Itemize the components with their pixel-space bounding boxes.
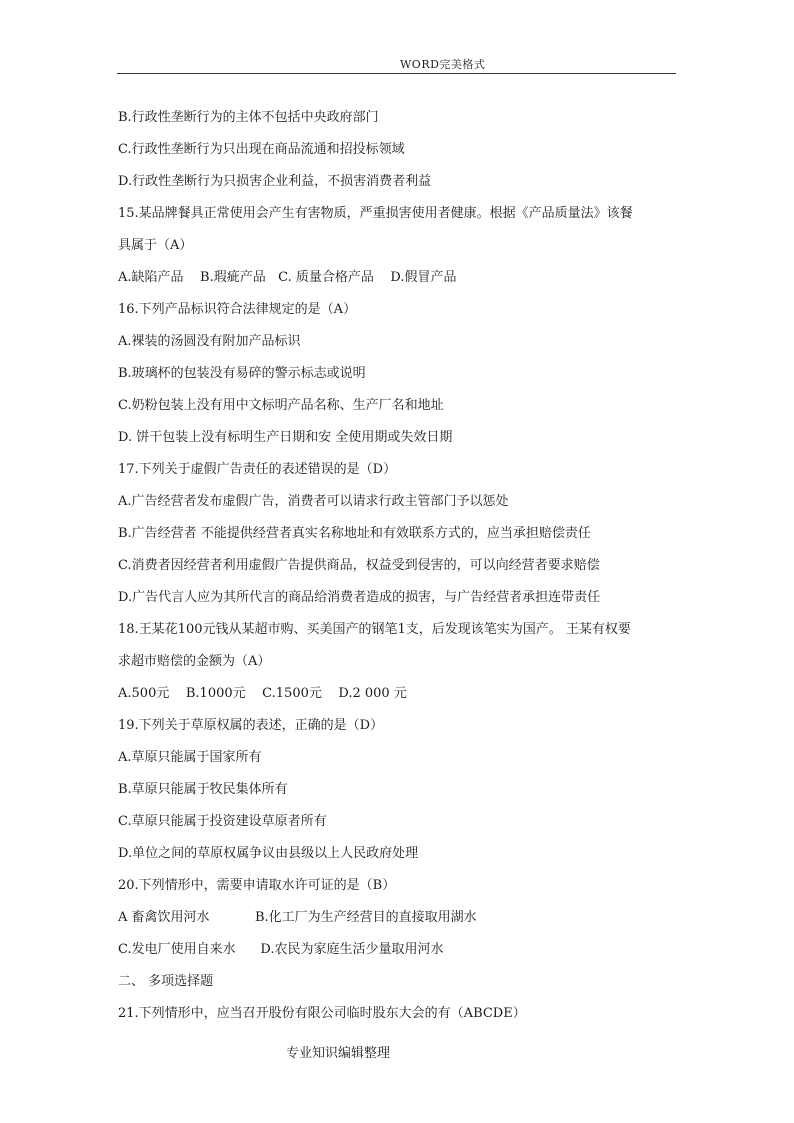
option-line: C.奶粉包装上没有用中文标明产品名称、生产厂名和地址 xyxy=(118,398,444,413)
option-line: A.广告经营者发布虚假广告，消费者可以请求行政主管部门予以惩处 xyxy=(118,494,509,509)
header-title: WORD完美格式 xyxy=(400,58,486,71)
header-divider xyxy=(117,73,676,74)
question-18-options: A.500元 B.1000元 C.1500元 D.2 000 元 xyxy=(118,686,407,701)
question-21: 21.下列情形中，应当召开股份有限公司临时股东大会的有（ABCDE） xyxy=(118,1006,526,1021)
question-16: 16.下列产品标识符合法律规定的是（A） xyxy=(118,302,357,317)
option-line: C.发电厂使用自来水 D.农民为家庭生活少量取用河水 xyxy=(118,942,444,957)
question-20: 20.下列情形中，需要申请取水许可证的是（B） xyxy=(118,878,396,893)
question-18-line-1: 18.王某花100元钱从某超市购、买美国产的钢笔1支，后发现该笔实为国产。 王某有权要 xyxy=(118,622,631,637)
text-line: C.行政性垄断行为只出现在商品流通和招投标领域 xyxy=(118,142,405,157)
section-heading: 二、 多项选择题 xyxy=(118,974,214,989)
option-line: B.草原只能属于牧民集体所有 xyxy=(118,782,288,797)
option-line: A.草原只能属于国家所有 xyxy=(118,750,262,765)
option-line: B.广告经营者 不能提供经营者真实名称地址和有效联系方式的，应当承担赔偿责任 xyxy=(118,526,591,541)
option-line: D.广告代言人应为其所代言的商品给消费者造成的损害，与广告经营者承担连带责任 xyxy=(118,590,601,605)
question-15-line-1: 15.某品牌餐具正常使用会产生有害物质，严重损害使用者健康。根据《产品质量法》该餐 xyxy=(118,206,633,221)
option-line: C.消费者因经营者利用虚假广告提供商品，权益受到侵害的，可以向经营者要求赔偿 xyxy=(118,558,600,573)
question-17: 17.下列关于虚假广告责任的表述错误的是（D） xyxy=(118,462,397,477)
option-line: C.草原只能属于投资建设草原者所有 xyxy=(118,814,327,829)
option-line: D.单位之间的草原权属争议由县级以上人民政府处理 xyxy=(118,846,419,861)
page-footer: 专业知识编辑整理 xyxy=(286,1046,391,1061)
option-line: B.玻璃杯的包装没有易碎的警示标志或说明 xyxy=(118,366,366,381)
question-18-line-2: 求超市赔偿的金额为（A） xyxy=(118,654,271,669)
text-line: D.行政性垄断行为只损害企业利益，不损害消费者利益 xyxy=(118,174,432,189)
document-body xyxy=(118,104,680,1032)
option-line: D. 饼干包装上没有标明生产日期和安 全使用期或失效日期 xyxy=(118,430,453,445)
text-line: B.行政性垄断行为的主体不包括中央政府部门 xyxy=(118,110,379,125)
question-15-options: A.缺陷产品 B.瑕疵产品 C. 质量合格产品 D.假冒产品 xyxy=(118,270,457,285)
question-15-line-2: 具属于（A） xyxy=(118,238,193,253)
option-line: A.裸装的汤圆没有附加产品标识 xyxy=(118,334,301,349)
option-line: A 畜禽饮用河水 B.化工厂为生产经营目的直接取用湖水 xyxy=(118,910,477,925)
question-19: 19.下列关于草原权属的表述，正确的是（D） xyxy=(118,718,384,733)
